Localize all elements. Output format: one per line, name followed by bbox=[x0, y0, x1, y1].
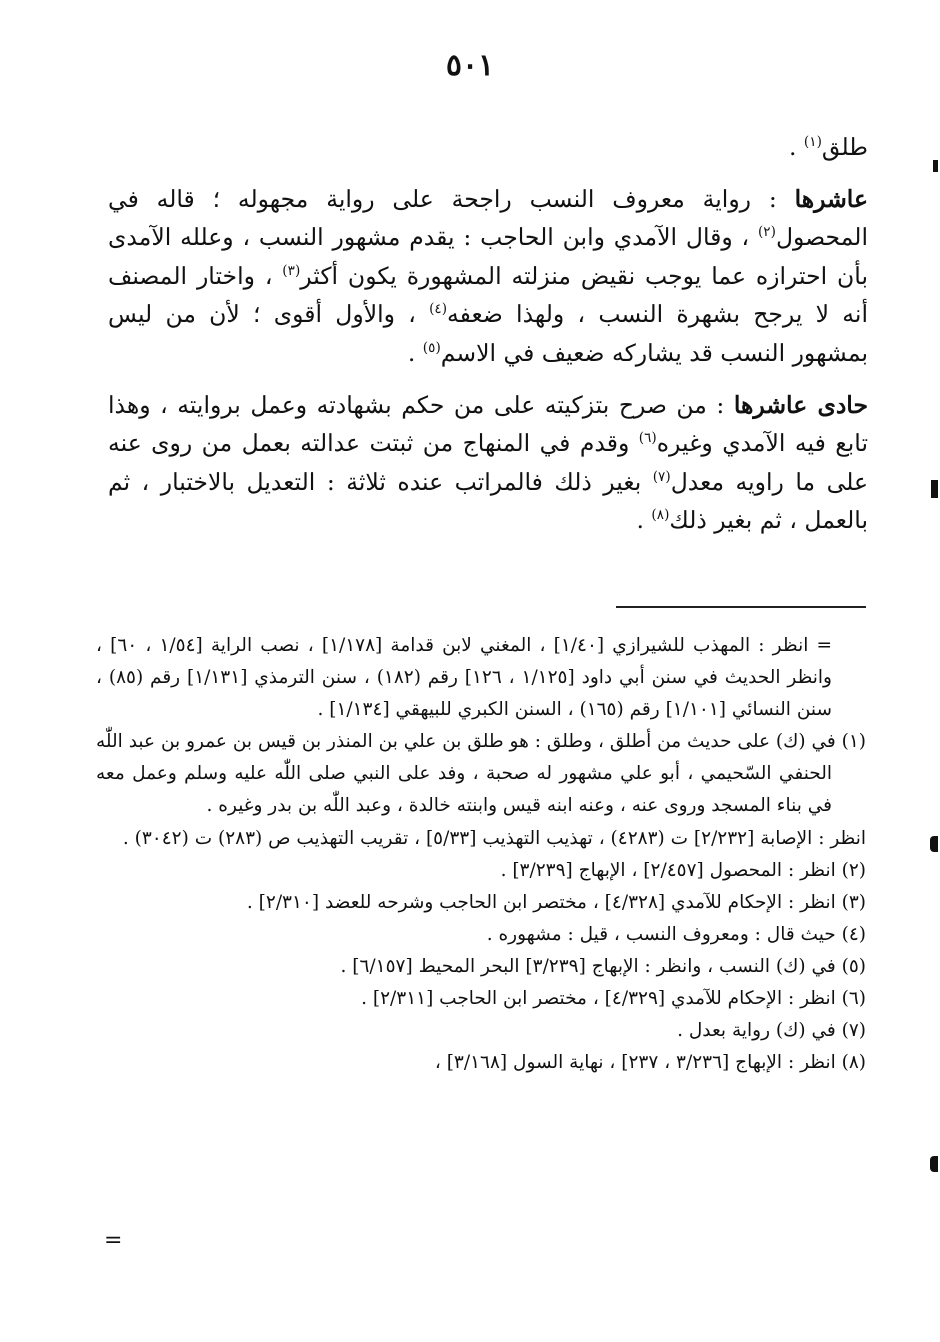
footnote-1-sources: انظر : الإصابة [٢/٢٣٢] ت (٤٢٨٣) ، تهذيب التهذيب [٥/٣٣] ، تقريب التهذيب ص (٢٨٣) ت (٣٠٤٢) . bbox=[122, 827, 866, 849]
footnote-continuation: = انظر : المهذب للشيرازي [١/٤٠] ، المغني لابن قدامة [١/١٧٨] ، نصب الراية [١/٥٤ ، ٦٠] ، وانظر الحديث في سنن أبي داود [١/١٢٥ ، ١٢٦] رقم (١٨٢) ، سنن الترمذي [١/١٣١] رقم (٨٥) ، سنن النسائي [١/١٠١] رقم (١٦٥) ، السنن الكبري للبيهقي [١/١٣٤] . bbox=[96, 635, 832, 721]
page-number: ٥٠١ bbox=[445, 48, 495, 83]
footnote-separator bbox=[616, 606, 866, 608]
scan-mark bbox=[933, 160, 938, 172]
footnote-3: (٣) انظر : الإحكام للآمدي [٤/٣٢٨] ، مختصر ابن الحاجب وشرحه للعضد [٢/٣١٠] . bbox=[246, 891, 866, 913]
paragraph-1: طلق$^{(١)}$ . bbox=[788, 133, 868, 161]
footnote-ref-5[interactable]: (٥) bbox=[422, 340, 441, 357]
footnote-5: (٥) في (ك) النسب ، وانظر : الإبهاج [٣/٢٣٩] البحر المحيط [٦/١٥٧] . bbox=[340, 955, 866, 977]
footnote-1: (١) في (ك) على حديث من أطلق ، وطلق : هو طلق بن علي بن المنذر بن قيس بن عمرو بن عبد اللّٰه الحنفي السّحيمي ، أبو علي مشهور له صحبة ، وفد على النبي صلى اللّٰه عليه وسلم وعمل معه في بناء المسجد وروى عنه ، وعنه ابنه قيس وابنته خالدة ، وعبد اللّٰه بن بدر وغيره . bbox=[96, 731, 866, 817]
scan-mark bbox=[930, 836, 938, 852]
footnote-ref-6[interactable]: (٦) bbox=[638, 430, 657, 447]
footnote-ref-3[interactable]: (٣) bbox=[282, 262, 301, 279]
section-head-eleventh: حادى عاشرها bbox=[733, 390, 868, 419]
footnotes bbox=[96, 630, 866, 1079]
footnote-7: (٧) في (ك) رواية بعدل . bbox=[677, 1020, 866, 1042]
footnote-6: (٦) انظر : الإحكام للآمدي [٤/٣٢٩] ، مختصر ابن الحاجب [٢/٣١١] . bbox=[361, 988, 866, 1010]
scan-mark bbox=[930, 1156, 938, 1172]
scan-mark bbox=[931, 480, 938, 498]
section-head-tenth: عاشرها bbox=[794, 184, 868, 213]
footnote-ref-8[interactable]: (٨) bbox=[651, 507, 670, 524]
paragraph-eleventh: حادى عاشرها : من صرح بتزكيته على من حكم بشهادته وعمل بروايته ، وهذا تابع فيه الآمدي وغيره$^{(٦)}$ وقدم في المنهاج من ثبتت عدالته بعمل من روى عنه على ما راويه معدل$^{(٧)}$ بغير ذلك فالمراتب عنده ثلاثة : التعديل بالاختبار ، ثم بالعمل ، ثم بغير ذلك$^{(٨)}$ . bbox=[108, 390, 868, 535]
footnote-ref-1[interactable]: (١) bbox=[803, 134, 822, 151]
footnote-4: (٤) حيث قال : ومعروف النسب ، قيل : مشهوره . bbox=[486, 923, 866, 945]
footnote-2: (٢) انظر : المحصول [٢/٤٥٧] ، الإبهاج [٣/٢٣٩] . bbox=[500, 859, 866, 881]
footnote-ref-4[interactable]: (٤) bbox=[429, 301, 448, 318]
main-text bbox=[108, 128, 868, 540]
footnote-ref-7[interactable]: (٧) bbox=[652, 468, 671, 485]
footnote-8: (٨) انظر : الإبهاج [٣/٢٣٦ ، ٢٣٧] ، نهاية السول [٣/١٦٨] ، bbox=[434, 1052, 866, 1074]
paragraph-tenth: عاشرها : رواية معروف النسب راجحة على رواية مجهوله ؛ قاله في المحصول$^{(٢)}$ ، وقال الآمدي وابن الحاجب : يقدم مشهور النسب ، وعلله الآمدى بأن احترازه عما يوجب نقيض منزلته المشهورة يكون أكثر$^{(٣)}$ ، واختار المصنف أنه لا يرجح بشهرة النسب ، ولهذا ضعفه$^{(٤)}$ ، والأول أقوى ؛ لأن من ليس بمشهور النسب قد يشاركه ضعيف في الاسم$^{(٥)}$ . bbox=[108, 184, 868, 367]
continuation-mark: = bbox=[104, 1228, 123, 1253]
footnote-ref-2[interactable]: (٢) bbox=[757, 224, 776, 241]
